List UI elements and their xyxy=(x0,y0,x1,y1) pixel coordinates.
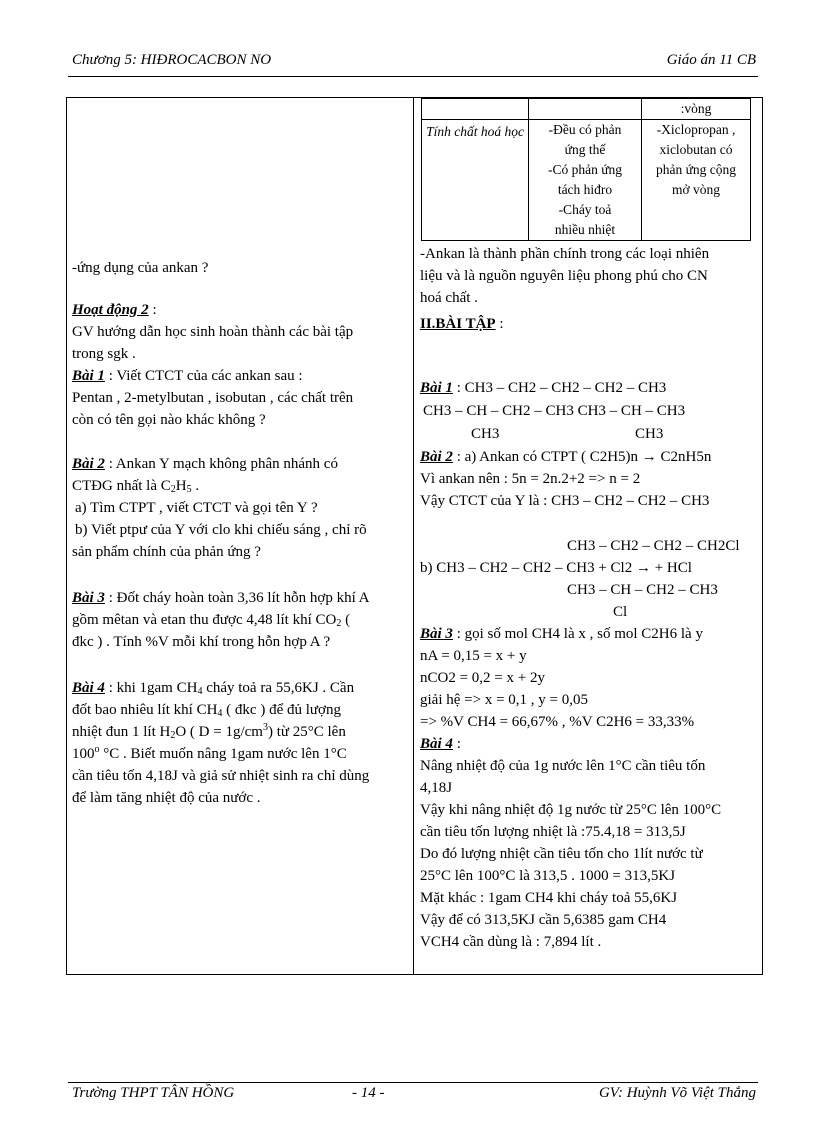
right-bai4-line: Nâng nhiệt độ của 1g nước lên 1°C cần tiêu tốn xyxy=(420,758,706,774)
right-bai1-line: CH3 xyxy=(635,426,664,442)
right-bai2-line: Vì ankan nên : 5n = 2n.2+2 => n = 2 xyxy=(420,471,641,487)
right-bai4-line: 4,18J xyxy=(420,780,453,796)
right-bai1-line: CH3 xyxy=(471,426,500,442)
comparison-table xyxy=(421,98,751,241)
left-bai4-text: để làm tăng nhiệt độ của nước . xyxy=(72,790,261,806)
left-bai3-text: gồm mêtan và etan thu được 4,48 lít khí $CO_2$ ( xyxy=(72,612,351,629)
left-bai2-text: CTĐG nhất là $C_2H_5$ . xyxy=(72,478,200,495)
left-bai4-text: đốt bao nhiêu lít khí $CH_4$ ( đkc ) để đủ lượng xyxy=(72,702,341,719)
header-chapter: Chương 5: HIĐROCACBON NO xyxy=(72,52,272,68)
right-bai2-line: Vậy CTCT của Y là : CH3 – CH2 – CH2 – CH3 xyxy=(420,493,710,509)
right-bai3: Bài 3 : gọi số mol CH4 là x , số mol C2H6 là y xyxy=(420,626,703,642)
ankan-summary: hoá chất . xyxy=(420,290,478,306)
left-bai1-text: Pentan , 2-metylbutan , isobutan , các chất trên xyxy=(72,390,354,406)
right-bai1-line: CH3 – CH – CH2 – CH3 CH3 – CH – CH3 xyxy=(423,403,686,419)
column-divider xyxy=(413,98,414,974)
footer-school: Trường THPT TÂN HỒNG xyxy=(72,1085,235,1101)
header-rule xyxy=(68,76,758,77)
activity-2-text: GV hướng dẫn học sinh hoàn thành các bài tập xyxy=(72,324,354,340)
left-bai4-text: nhiệt đun 1 lít $H_2O$ ( $D = 1g/cm^3$) từ 25°C lên xyxy=(72,722,346,741)
cell-chemical-property: Tính chất hoá học xyxy=(422,120,529,241)
right-bai4-line: Mặt khác : 1gam CH4 khi cháy toả 55,6KJ xyxy=(420,890,678,906)
left-bai4-text: 100$^o$ °C . Biết muốn nâng 1gam nước lên 1°C xyxy=(72,744,347,762)
left-bai3-text: đkc ) . Tính %V mỗi khí trong hỗn hợp A ? xyxy=(72,634,331,650)
right-bai3-line: nA = 0,15 = x + y xyxy=(420,648,527,664)
right-bai3-line: => %V CH4 = 66,67% , %V C2H6 = 33,33% xyxy=(420,714,695,730)
ankan-summary: liệu và là nguồn nguyên liệu phong phú cho CN xyxy=(420,268,708,284)
right-bai4-line: Do đó lượng nhiệt cần tiêu tốn cho 1lít nước từ xyxy=(420,846,703,862)
cell-ring: :vòng xyxy=(642,99,751,120)
right-bai3-line: nCO2 = 0,2 = x + 2y xyxy=(420,670,545,686)
right-bai1: Bài 1 : CH3 – CH2 – CH2 – CH2 – CH3 xyxy=(420,380,667,396)
right-bai2-line: CH3 – CH2 – CH2 – CH2Cl xyxy=(567,538,740,554)
left-bai1-text: còn có tên gọi nào khác không ? xyxy=(72,412,266,428)
page-number: - 14 - xyxy=(352,1085,385,1101)
activity-2-text: trong sgk . xyxy=(72,346,136,362)
left-bai2-text: b) Viết ptpư của Y với clo khi chiếu sáng , chỉ rõ xyxy=(75,522,367,538)
footer-rule xyxy=(68,1082,758,1083)
right-bai4-line: VCH4 cần dùng là : 7,894 lít . xyxy=(420,934,602,950)
right-bai4-line: 25°C lên 100°C là 313,5 . 1000 = 313,5KJ xyxy=(420,868,676,884)
right-bai4-line: Vậy khi nâng nhiệt độ 1g nước từ 25°C lên 100°C xyxy=(420,802,722,818)
right-bai2-line: b) CH3 – CH2 – CH2 – CH3 + Cl2 → + HCl xyxy=(420,560,692,576)
right-bai4-line: Vậy để có 313,5KJ cần 5,6385 gam CH4 xyxy=(420,912,667,928)
activity-2-heading: Hoạt động 2 : xyxy=(72,302,157,318)
left-bai3: Bài 3 : Đốt cháy hoàn toàn 3,36 lít hỗn hợp khí A xyxy=(72,590,370,606)
left-bai1: Bài 1 : Viết CTCT của các ankan sau : xyxy=(72,368,303,384)
cell-cycloalkane-property: -Xiclopropan , xiclobutan có phản ứng cộng mở vòng xyxy=(642,120,751,241)
footer-teacher: GV: Huỳnh Võ Việt Thắng xyxy=(598,1085,756,1101)
applications-question: -ứng dụng của ankan ? xyxy=(72,260,209,276)
left-bai4: Bài 4 : khi 1gam $CH_4$ cháy toả ra 55,6KJ . Cần xyxy=(72,680,355,697)
right-bai2-line: Cl xyxy=(613,604,628,620)
left-bai4-text: cần tiêu tốn 4,18J và giả sử nhiệt sinh ra chỉ dùng xyxy=(72,768,370,784)
right-bai4-line: cần tiêu tốn lượng nhiệt là :75.4,18 = 313,5J xyxy=(420,824,686,840)
cell-alkane-property: -Đều có phản ứng thế -Có phản ứng tách hiđro -Cháy toả nhiều nhiệt xyxy=(529,120,642,241)
left-bai2-text: sản phẩm chính của phản ứng ? xyxy=(72,544,261,560)
right-bai2: Bài 2 : a) Ankan có CTPT ( C2H5)n → C2nH5n xyxy=(420,449,712,465)
right-bai4: Bài 4 : xyxy=(420,736,461,752)
right-bai2-line: CH3 – CH – CH2 – CH3 xyxy=(567,582,718,598)
left-bai2-text: a) Tìm CTPT , viết CTCT và gọi tên Y ? xyxy=(75,500,318,516)
right-bai3-line: giải hệ => x = 0,1 , y = 0,05 xyxy=(420,692,588,708)
exercises-heading: II.BÀI TẬP : xyxy=(420,316,504,332)
left-bai2: Bài 2 : Ankan Y mạch không phân nhánh có xyxy=(72,456,338,472)
lesson-frame xyxy=(66,97,763,975)
header-course: Giáo án 11 CB xyxy=(666,52,756,68)
ankan-summary: -Ankan là thành phần chính trong các loại nhiên xyxy=(420,246,710,262)
